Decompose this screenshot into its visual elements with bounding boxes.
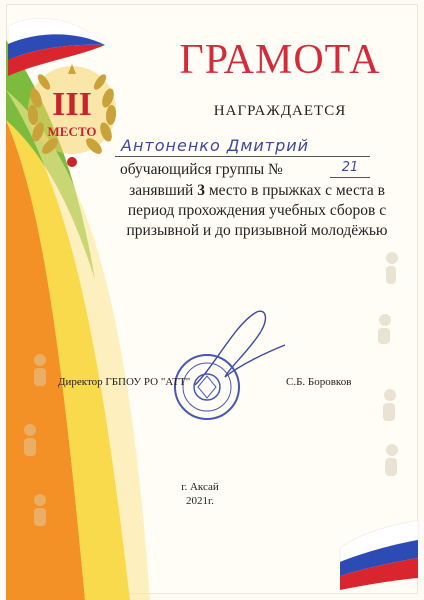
certificate-subtitle: НАГРАЖДАЕТСЯ	[213, 103, 347, 119]
issue-city: г. Аксай	[181, 481, 219, 493]
certificate-title: ГРАМОТА	[179, 37, 381, 83]
achievement-after: место в прыжках с места в период прохождения учебных сборов с призывной и до призывной молодёжью	[126, 182, 388, 239]
medal-roman-numeral: III	[52, 86, 92, 123]
medal-label: МЕСТО	[47, 124, 97, 139]
group-number-line	[330, 177, 370, 178]
issue-year: 2021г.	[185, 495, 215, 507]
signatory-name: С.Б. Боровков	[286, 376, 352, 388]
group-line-text: обучающийся группы №	[120, 161, 283, 178]
director-label: Директор ГБПОУ РО "АТТ"	[58, 376, 191, 388]
sport-silhouettes	[378, 252, 398, 476]
achievement-before: занявший	[129, 182, 198, 199]
group-number: 21	[341, 160, 359, 175]
place-number: 3	[197, 182, 205, 199]
achievement-text	[112, 181, 402, 241]
recipient-name: Антоненко Дмитрий	[121, 136, 310, 155]
recipient-name-line	[115, 156, 370, 157]
